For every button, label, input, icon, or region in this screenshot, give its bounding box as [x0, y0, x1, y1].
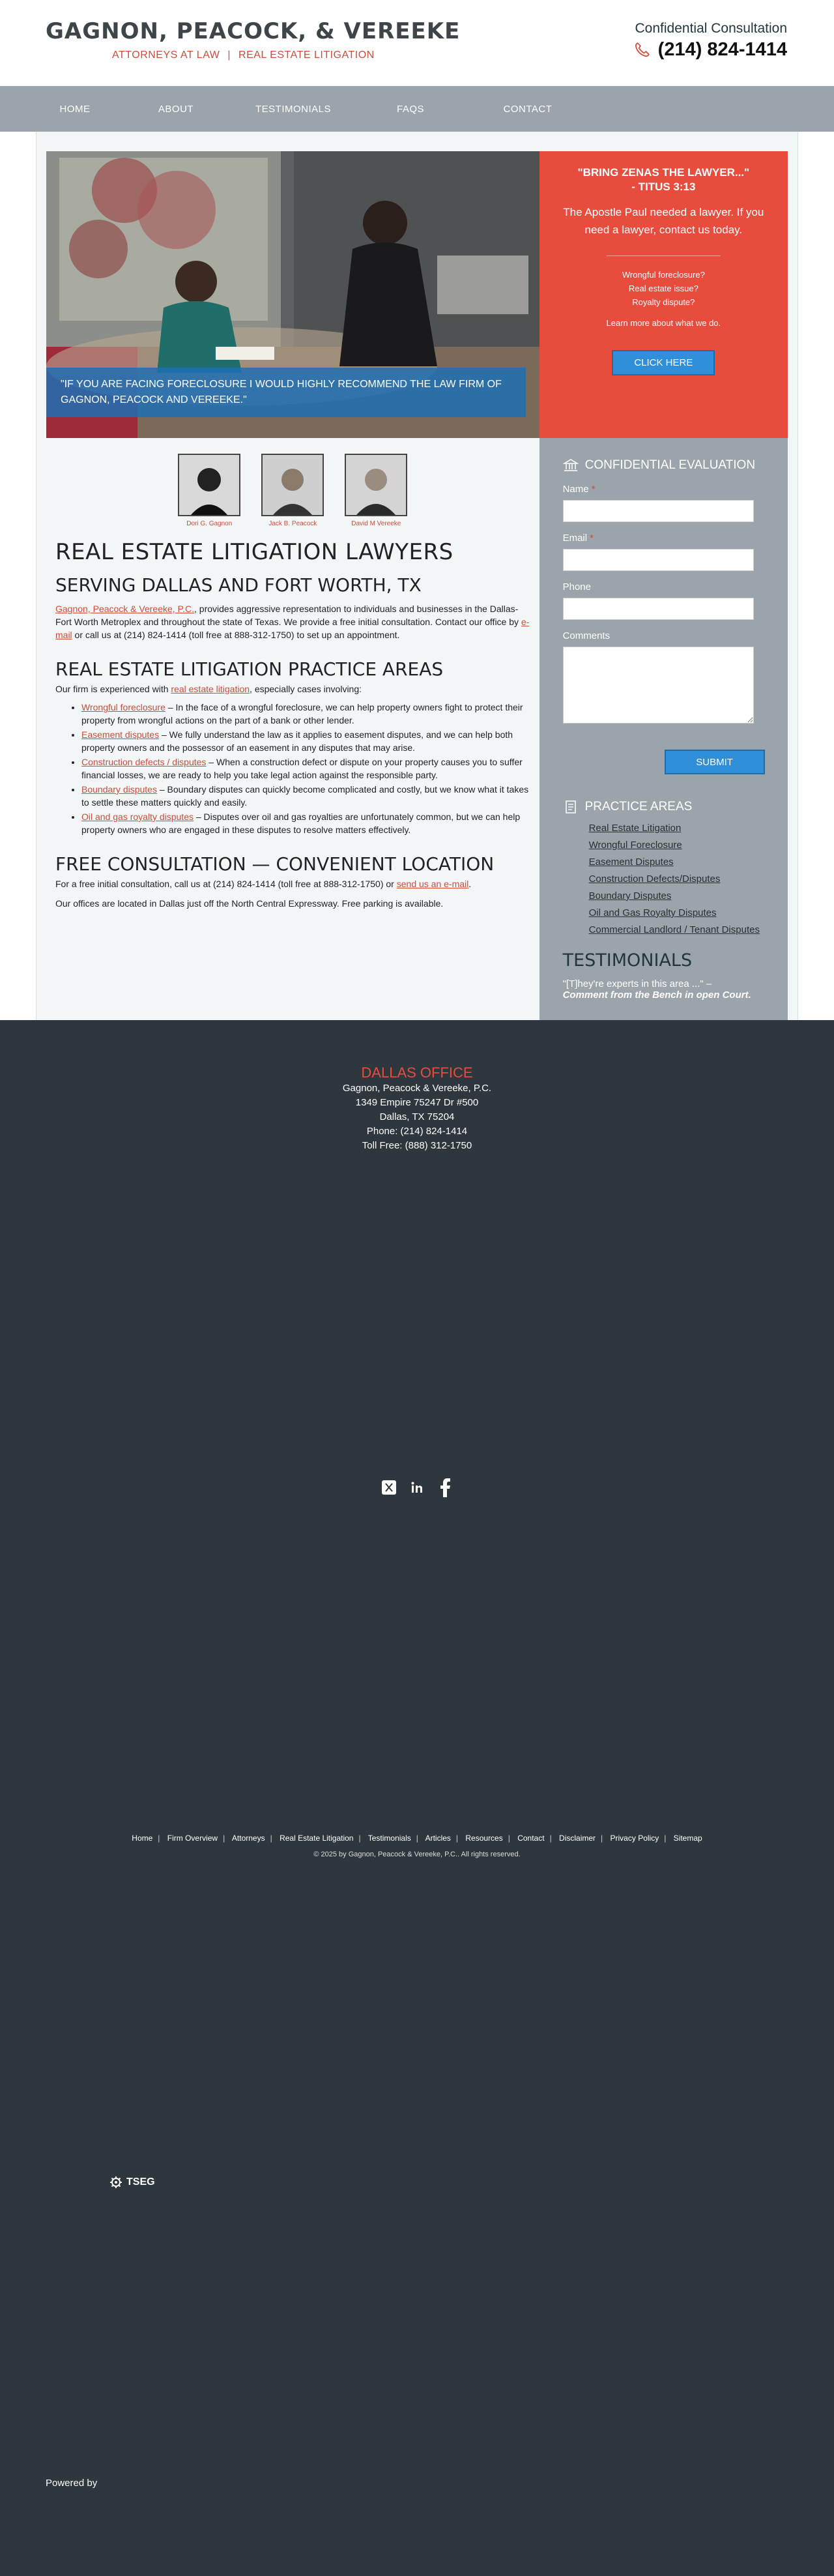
email-label	[563, 533, 766, 544]
consultation-label: Confidential Consultation	[635, 21, 787, 36]
evaluation-title	[563, 458, 766, 473]
tagline-separator: |	[227, 50, 231, 61]
area-wrongful-foreclosure-link[interactable]: Wrongful foreclosure	[81, 702, 165, 712]
footer-link-real-estate-litigation[interactable]: Real Estate Litigation	[280, 1834, 354, 1843]
send-email-link[interactable]: send us an e-mail	[396, 879, 469, 889]
main-content	[46, 438, 539, 1020]
list-item	[81, 728, 530, 754]
firm-link[interactable]: Gagnon, Peacock & Vereeke, P.C.	[55, 604, 194, 614]
list-item	[589, 890, 766, 902]
footer-link-disclaimer[interactable]: Disclaimer	[559, 1834, 596, 1843]
footer-link-privacy-policy[interactable]: Privacy Policy	[610, 1834, 659, 1843]
sidebar-item-construction-defects[interactable]: Construction Defects/Disputes	[588, 873, 721, 885]
hero-section	[46, 151, 788, 438]
area-description: – In the face of a wrongful foreclosure, we can help property owners fight to protect their property from wrongful actions on the part of a bank or other lender.	[81, 702, 523, 725]
sidebar-item-easement-disputes[interactable]: Easement Disputes	[588, 856, 674, 868]
submit-button[interactable]: SUBMIT	[665, 750, 765, 774]
footer-link-articles[interactable]: Articles	[425, 1834, 451, 1843]
intro-text-a: , provides aggressive representation to individuals and businesses in the Dallas-Fort Worth Metroplex and throughout the state of Texas. We provide a free initial consultation. Contact our office by	[55, 604, 521, 627]
area-easement-disputes-link[interactable]: Easement disputes	[81, 729, 160, 740]
list-item	[589, 924, 766, 936]
practice-area-list	[81, 701, 530, 836]
email-label-text: Email	[562, 533, 588, 544]
practice-intro-a: Our firm is experienced with	[55, 684, 171, 694]
area-oil-gas-royalty-link[interactable]: Oil and gas royalty disputes	[81, 812, 194, 822]
footer-link-firm-overview[interactable]: Firm Overview	[167, 1834, 218, 1843]
practice-intro	[55, 682, 530, 695]
page-title: REAL ESTATE LITIGATION LAWYERS	[55, 539, 453, 565]
area-description: – Boundary disputes can quickly become complicated and costly, but we know what it takes to settle these matters quickly and easily.	[81, 784, 529, 808]
hero-bring-heading: "BRING ZENAS THE LAWYER..."	[577, 166, 750, 179]
attorney-photo[interactable]	[261, 454, 324, 516]
attorney-card[interactable]	[261, 454, 324, 527]
consultation-text-b: .	[468, 879, 472, 889]
list-item	[589, 856, 766, 868]
comments-field[interactable]	[563, 647, 754, 724]
consultation-paragraph	[55, 877, 530, 890]
hero-callout	[539, 151, 788, 438]
name-required-mark: *	[591, 484, 596, 495]
nav-contact[interactable]: CONTACT	[503, 103, 553, 115]
document-icon	[563, 799, 579, 815]
content-columns	[46, 438, 788, 1020]
list-item	[589, 840, 766, 851]
list-item	[81, 810, 530, 836]
phone-field[interactable]	[563, 598, 754, 620]
list-item	[81, 701, 530, 727]
real-estate-litigation-link[interactable]: real estate litigation	[171, 684, 250, 694]
hero-quote: "IF YOU ARE FACING FORECLOSURE I WOULD HIGHLY RECOMMEND THE LAW FIRM OF GAGNON, PEACOCK AND VEREEKE."	[46, 368, 526, 417]
footer-link-attorneys[interactable]: Attorneys	[231, 1834, 265, 1843]
facebook-icon[interactable]	[439, 1478, 452, 1497]
list-item	[81, 783, 530, 809]
sidebar-item-oil-gas-royalty[interactable]: Oil and Gas Royalty Disputes	[588, 907, 717, 918]
attorney-photo[interactable]	[178, 454, 240, 516]
area-construction-defects-link[interactable]: Construction defects / disputes	[81, 757, 207, 767]
practice-areas-heading: REAL ESTATE LITIGATION PRACTICE AREAS	[55, 658, 444, 680]
hero-question-real-estate: Real estate issue?	[628, 284, 698, 293]
sidebar-item-real-estate-litigation[interactable]: Real Estate Litigation	[588, 823, 682, 834]
practice-areas-title-text: PRACTICE AREAS	[584, 800, 693, 813]
office-toll-free[interactable]: Toll Free: (888) 312-1750	[362, 1140, 472, 1151]
area-description: – When a construction defect or dispute on your property causes you to suffer financial losses, we are ready to help you take legal action against the responsible party.	[81, 757, 523, 780]
office-title: DALLAS OFFICE	[361, 1064, 473, 1081]
area-description: – Disputes over oil and gas royalties are unfortunately common, but we can help property owners who are engaged in these disputes to resolve matters effectively.	[81, 812, 521, 835]
email-required-mark: *	[590, 533, 594, 544]
footer-link-testimonials[interactable]: Testimonials	[367, 1834, 411, 1843]
tseg-logo-icon	[109, 2176, 122, 2189]
attorney-photo[interactable]	[345, 454, 407, 516]
attorney-card[interactable]	[177, 454, 241, 527]
testimonial-quote: "[T]hey're experts in this area ..." –	[562, 978, 712, 989]
footer-link-sitemap[interactable]: Sitemap	[673, 1834, 702, 1843]
hero-question-royalty: Royalty dispute?	[632, 297, 695, 307]
nav-about[interactable]: ABOUT	[158, 103, 194, 115]
intro-text-b: or call us at (214) 824-1414 (toll free at 888-312-1750) to set up an appointment.	[72, 630, 400, 640]
tagline-attorneys: ATTORNEYS AT LAW	[112, 50, 220, 61]
office-city: Dallas, TX 75204	[379, 1111, 455, 1122]
nav-faqs[interactable]: FAQS	[396, 103, 424, 115]
nav-testimonials[interactable]: TESTIMONIALS	[255, 103, 332, 115]
list-item	[81, 755, 530, 782]
office-phone[interactable]: Phone: (214) 824-1414	[366, 1126, 468, 1137]
email-field[interactable]	[563, 549, 754, 571]
footer-links: Home | Firm Overview | Attorneys | Real Estate Litigation | Testimonials | Articles | Resources | Contact | Disclaimer | Privacy Policy | Sitemap	[132, 1834, 702, 1843]
email-link[interactable]: e-mail	[55, 617, 530, 640]
linkedin-icon[interactable]	[410, 1480, 425, 1495]
attorney-name[interactable]: Jack B. Peacock	[268, 520, 317, 527]
header-phone-number[interactable]: (214) 824-1414	[657, 39, 787, 60]
content-wrapper	[36, 132, 798, 1020]
office-address: 1349 Empire 75247 Dr #500	[355, 1097, 479, 1108]
site-header	[0, 0, 834, 86]
sidebar-item-landlord-tenant[interactable]: Commercial Landlord / Tenant Disputes	[588, 924, 760, 935]
hero-photo	[46, 151, 539, 438]
main-nav	[0, 86, 834, 132]
hero-click-here-button[interactable]: CLICK HERE	[612, 350, 715, 375]
office-firm-name: Gagnon, Peacock & Vereeke, P.C.	[342, 1083, 492, 1094]
social-links	[0, 1478, 834, 1497]
sidebar-item-wrongful-foreclosure[interactable]: Wrongful Foreclosure	[588, 840, 682, 851]
location-paragraph: Our offices are located in Dallas just off the North Central Expressway. Free parking is available.	[55, 898, 444, 909]
tseg-logo-text: TSEG	[126, 2176, 155, 2188]
testimonial-cite: Comment from the Bench in open Court.	[562, 989, 751, 1001]
sidebar-item-boundary-disputes[interactable]: Boundary Disputes	[588, 890, 672, 901]
page-body	[0, 132, 834, 1020]
area-description: – We fully understand the law as it applies to easement disputes, and we can help both property owners and the possessor of an easement in any disputes that may arise.	[81, 729, 513, 753]
name-label-text: Name	[562, 484, 589, 495]
practice-areas-sidebar-title	[563, 799, 766, 815]
intro-paragraph	[55, 602, 530, 641]
phone-label: Phone	[562, 581, 591, 593]
firm-logo-title[interactable]: GAGNON, PEACOCK, & VEREEKE	[46, 18, 461, 44]
practice-areas-menu	[589, 823, 766, 936]
footer-link-home[interactable]: Home	[132, 1834, 153, 1843]
sidebar	[539, 438, 788, 1020]
hero-verse: - TITUS 3:13	[631, 181, 696, 193]
testimonials-title: TESTIMONIALS	[562, 950, 693, 971]
evaluation-title-text: CONFIDENTIAL EVALUATION	[584, 458, 756, 472]
footer-link-contact[interactable]: Contact	[517, 1834, 545, 1843]
comments-label: Comments	[562, 630, 611, 641]
header-phone[interactable]	[633, 39, 787, 61]
footer-link-resources[interactable]: Resources	[465, 1834, 503, 1843]
copyright: © 2025 by Gagnon, Peacock & Vereeke, P.C.. All rights reserved.	[313, 1851, 521, 1858]
name-field[interactable]	[563, 500, 754, 522]
hero-apostle-text: The Apostle Paul needed a lawyer. If you need a lawyer, contact us today.	[563, 206, 764, 236]
site-footer	[0, 1020, 834, 2529]
nav-home[interactable]: HOME	[59, 103, 91, 115]
bank-icon	[563, 458, 579, 473]
tagline-real-estate: REAL ESTATE LITIGATION	[238, 50, 375, 61]
list-item	[589, 907, 766, 919]
hero-question-foreclosure: Wrongful foreclosure?	[622, 270, 705, 280]
practice-intro-b: , especially cases involving:	[250, 684, 362, 694]
attorney-list	[55, 454, 530, 527]
list-item	[589, 873, 766, 885]
free-consultation-heading: FREE CONSULTATION — CONVENIENT LOCATION	[55, 853, 495, 875]
attorney-name[interactable]: David M Vereeke	[351, 520, 401, 527]
tseg-logo[interactable]	[109, 2176, 155, 2189]
attorney-card[interactable]	[344, 454, 408, 527]
x-twitter-icon[interactable]	[382, 1480, 396, 1495]
consultation-text-a: For a free initial consultation, call us at (214) 824-1414 (toll free at 888-312-1750) or	[55, 879, 397, 889]
hero-learn-more: Learn more about what we do.	[606, 318, 721, 328]
firm-tagline	[108, 50, 379, 61]
page-subtitle: SERVING DALLAS AND FORT WORTH, TX	[55, 574, 422, 596]
phone-icon	[633, 42, 650, 59]
area-boundary-disputes-link[interactable]: Boundary disputes	[81, 784, 157, 795]
list-item	[589, 823, 766, 834]
attorney-name[interactable]: Dori G. Gagnon	[186, 520, 233, 527]
name-label	[563, 484, 766, 495]
powered-by: Powered by	[46, 2478, 98, 2489]
